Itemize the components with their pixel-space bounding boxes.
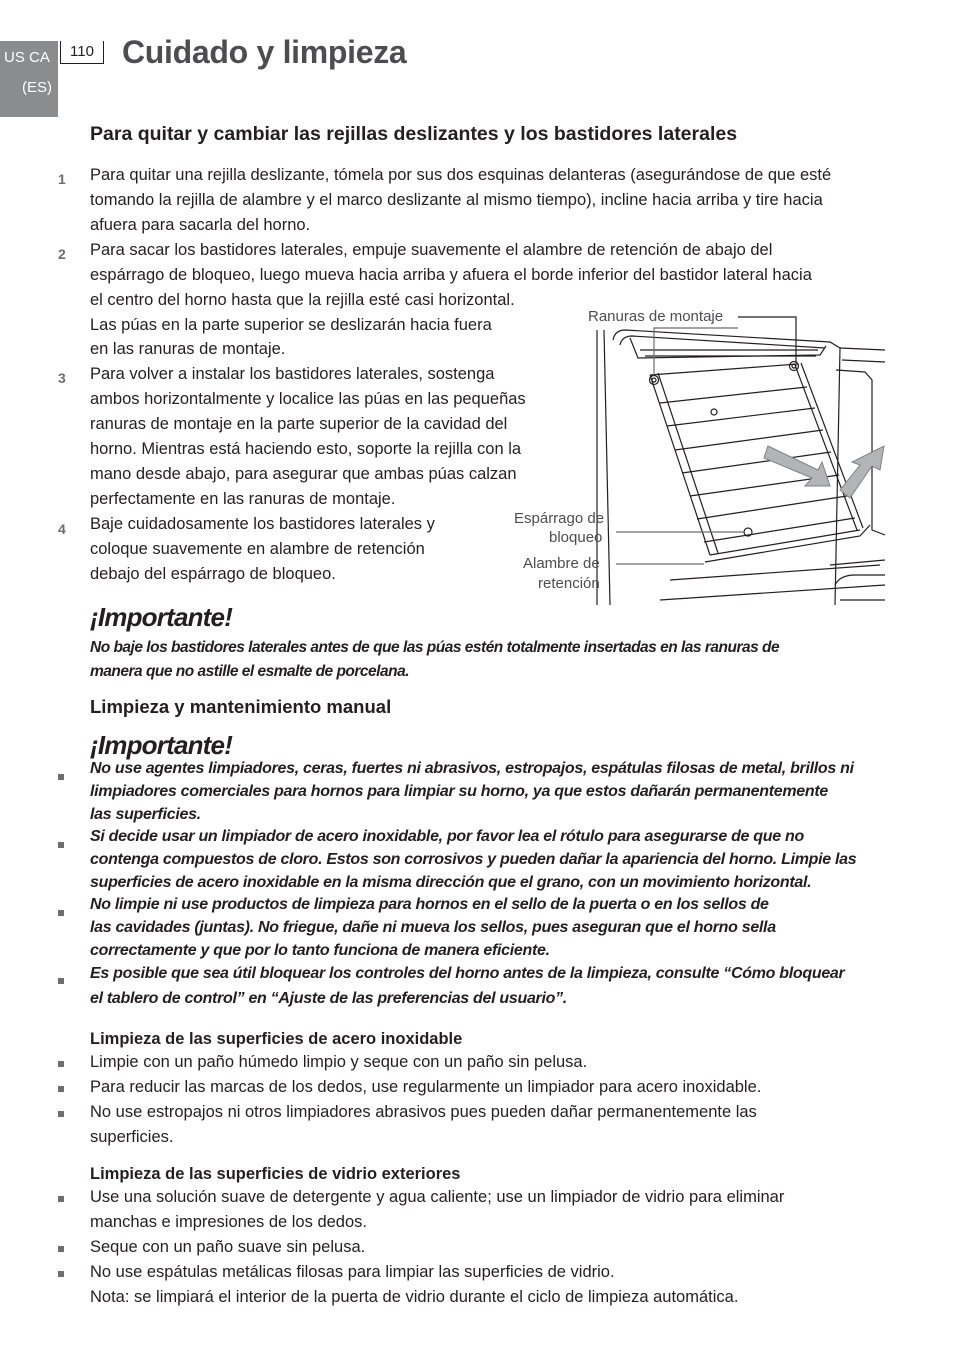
important-note-line: No baje los bastidores laterales antes de que las púas estén totalmente insertadas en las ranuras de: [90, 639, 780, 656]
diagram-label-mounting-slots: Ranuras de montaje: [588, 308, 724, 325]
step-2-line: espárrago de bloqueo, luego mueva hacia arriba y afuera el borde inferior del bastidor lateral hacia: [90, 266, 812, 284]
section-heading-racks: Para quitar y cambiar las rejillas deslizantes y los bastidores laterales: [90, 123, 738, 145]
bullet-line: Limpie con un paño húmedo limpio y seque con un paño sin pelusa.: [90, 1053, 588, 1071]
step-2-line: en las ranuras de montaje.: [90, 340, 286, 358]
diagram-label-lock-stud: Espárrago de: [514, 510, 605, 527]
bullet-line: Seque con un paño suave sin pelusa.: [90, 1238, 366, 1256]
important-bullet-line: limpiadores comerciales para hornos para limpiar su horno, ya que estos dañarán permanentemente: [90, 783, 828, 800]
step-3-line: mano desde abajo, para asegurar que ambas púas calzan: [90, 465, 517, 483]
bullet-marker: [58, 1061, 64, 1067]
step-4-line: Baje cuidadosamente los bastidores laterales y: [90, 515, 435, 533]
step-number: 3: [58, 370, 66, 386]
diagram-label-lock-stud: bloqueo: [549, 529, 603, 546]
bullet-marker: [58, 1196, 64, 1202]
step-4-line: debajo del espárrago de bloqueo.: [90, 565, 336, 583]
diagram-label-retaining-wire: Alambre de: [523, 555, 600, 572]
important-bullet-line: las superficies.: [90, 806, 201, 823]
bullet-line: Nota: se limpiará el interior de la puerta de vidrio durante el ciclo de limpieza automática.: [90, 1288, 739, 1306]
step-number: 1: [58, 171, 66, 187]
bullet-marker: [58, 978, 64, 984]
step-number: 2: [58, 246, 66, 262]
region-label: US CA: [4, 49, 50, 66]
bullet-marker: [58, 1246, 64, 1252]
step-2-line: el centro del horno hasta que la rejilla esté casi horizontal.: [90, 291, 515, 309]
diagram-label-retaining-wire: retención: [538, 575, 600, 592]
step-2-line: Las púas en la parte superior se deslizarán hacia fuera: [90, 316, 492, 334]
region-language-tab: [0, 41, 58, 117]
important-bullet-line: correctamente y que por lo tanto funciona de manera eficiente.: [90, 942, 550, 959]
step-2-line: Para sacar los bastidores laterales, empuje suavemente el alambre de retención de abajo del: [90, 241, 773, 259]
bullet-marker: [58, 842, 64, 848]
bullet-line: No use estropajos ni otros limpiadores abrasivos pues pueden dañar permanentemente las: [90, 1103, 757, 1121]
important-bullet-line: el tablero de control” en “Ajuste de las preferencias del usuario”.: [90, 990, 567, 1007]
bullet-line: Para reducir las marcas de los dedos, use regularmente un limpiador para acero inoxidable.: [90, 1078, 762, 1096]
important-heading: ¡Importante!: [90, 602, 233, 632]
step-3-line: ranuras de montaje en la parte superior de la cavidad del: [90, 415, 508, 433]
side-rack-diagram: [500, 300, 890, 605]
important-bullet-line: Si decide usar un limpiador de acero inoxidable, por favor lea el rótulo para asegurarse de que no: [90, 828, 804, 845]
important-bullet-line: contenga compuestos de cloro. Estos son corrosivos y pueden dañar la apariencia del horno. Limpie las: [90, 851, 857, 868]
step-3-line: ambos horizontalmente y localice las púas en las pequeñas: [90, 390, 526, 408]
step-1-line: tomando la rejilla de alambre y el marco deslizante al mismo tiempo), incline hacia arriba y tire hacia: [90, 191, 823, 209]
bullet-line: manchas e impresiones de los dedos.: [90, 1213, 367, 1231]
important-bullet-line: Es posible que sea útil bloquear los controles del horno antes de la limpieza, consulte “Cómo bloquear: [90, 965, 845, 982]
bullet-marker: [58, 774, 64, 780]
bullet-marker: [58, 1271, 64, 1277]
section-heading-stainless-steel: Limpieza de las superficies de acero inoxidable: [90, 1030, 463, 1048]
step-number: 4: [58, 521, 66, 537]
language-label: (ES): [22, 79, 52, 96]
step-3-line: horno. Mientras está haciendo esto, soporte la rejilla con la: [90, 440, 522, 458]
section-heading-manual-cleaning: Limpieza y mantenimiento manual: [90, 696, 392, 717]
step-3-line: Para volver a instalar los bastidores laterales, sostenga: [90, 365, 495, 383]
bullet-line: superficies.: [90, 1128, 174, 1146]
important-bullet-line: las cavidades (juntas). No friegue, dañe ni mueva los sellos, pues aseguran que el horno sella: [90, 919, 776, 936]
important-bullet-line: No use agentes limpiadores, ceras, fuertes ni abrasivos, estropajos, espátulas filosas de metal, brillos ni: [90, 760, 854, 777]
section-heading-exterior-glass: Limpieza de las superficies de vidrio exteriores: [90, 1165, 461, 1183]
bullet-marker: [58, 910, 64, 916]
bullet-marker: [58, 1111, 64, 1117]
page-title: Cuidado y limpieza: [122, 34, 407, 70]
page-number: 110: [60, 41, 104, 64]
important-bullet-line: superficies de acero inoxidable en la misma dirección que el grano, con un movimiento horizontal.: [90, 874, 812, 891]
important-note-line: manera que no astille el esmalte de porcelana.: [90, 663, 409, 680]
step-1-line: afuera para sacarla del horno.: [90, 216, 311, 234]
important-heading: ¡Importante!: [90, 730, 233, 760]
step-4-line: coloque suavemente en alambre de retención: [90, 540, 425, 558]
step-3-line: perfectamente en las ranuras de montaje.: [90, 490, 396, 508]
bullet-marker: [58, 1086, 64, 1092]
bullet-line: Use una solución suave de detergente y agua caliente; use un limpiador de vidrio para eliminar: [90, 1188, 785, 1206]
step-1-line: Para quitar una rejilla deslizante, tómela por sus dos esquinas delanteras (asegurándose de que esté: [90, 166, 832, 184]
important-bullet-line: No limpie ni use productos de limpieza para hornos en el sello de la puerta o en los sellos de: [90, 896, 769, 913]
bullet-line: No use espátulas metálicas filosas para limpiar las superficies de vidrio.: [90, 1263, 615, 1281]
